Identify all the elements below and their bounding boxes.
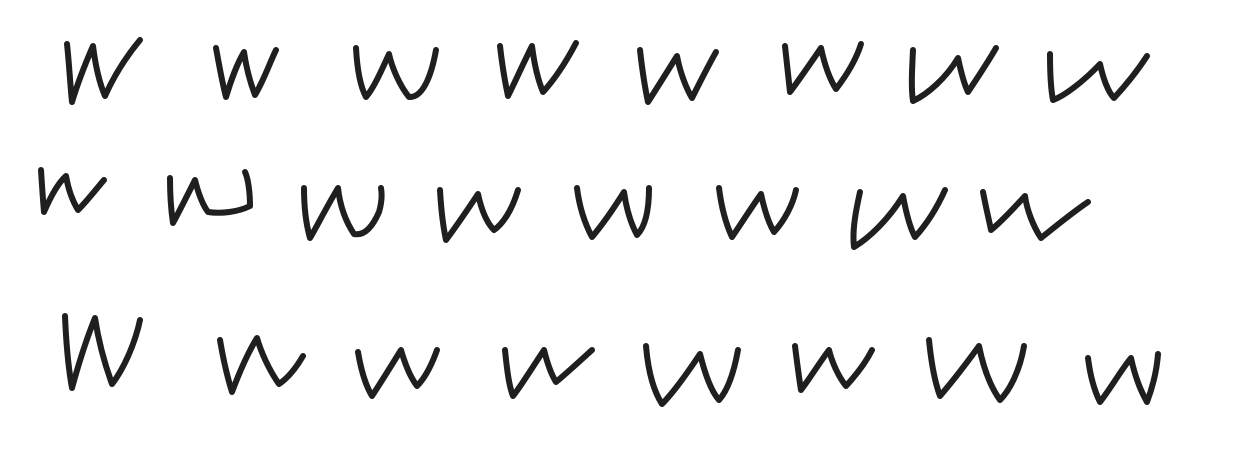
handwritten-w-3-3 (358, 350, 437, 396)
handwritten-w-2-8 (983, 192, 1088, 238)
handwritten-w-3-5 (646, 346, 738, 404)
handwritten-w-2-3 (304, 188, 382, 238)
handwritten-w-2-2 (170, 172, 250, 223)
row-2 (41, 170, 1088, 247)
handwritten-w-3-4 (505, 350, 592, 396)
handwritten-w-2-6 (719, 188, 796, 237)
handwritten-w-1-2 (216, 48, 276, 97)
handwritten-w-2-4 (440, 190, 518, 240)
handwritten-w-1-1 (67, 40, 140, 102)
handwritten-w-3-6 (795, 346, 872, 390)
handwritten-w-1-6 (785, 44, 861, 92)
handwritten-w-1-4 (500, 43, 576, 96)
row-3 (65, 316, 1158, 404)
handwritten-w-3-2 (220, 338, 303, 392)
handwritten-w-1-8 (1050, 54, 1147, 100)
handwritten-w-3-7 (929, 340, 1024, 400)
handwritten-w-2-7 (853, 190, 945, 247)
handwritten-w-2-5 (577, 188, 649, 237)
handwritten-w-3-8 (1088, 354, 1158, 402)
handwritten-w-3-1 (65, 316, 140, 388)
handwritten-w-1-3 (356, 48, 436, 97)
handwritten-w-2-1 (41, 170, 104, 212)
row-1 (67, 40, 1147, 102)
handwritten-w-1-5 (640, 50, 716, 102)
handwritten-w-1-7 (912, 48, 996, 101)
